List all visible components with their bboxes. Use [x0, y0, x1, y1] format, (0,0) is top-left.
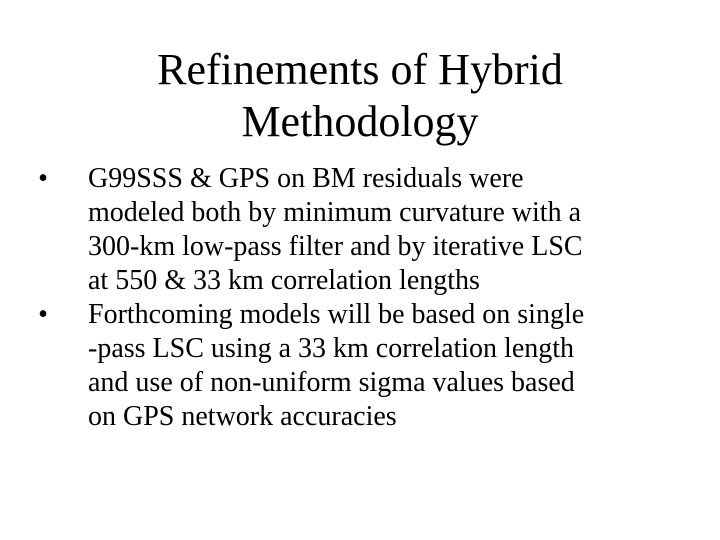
bullet-text-line: G99SSS & GPS on BM residuals were: [88, 163, 524, 194]
bullet-item: [28, 162, 708, 298]
slide-title: [0, 44, 720, 148]
bullet-list: [28, 162, 708, 434]
bullet-marker: •: [38, 163, 48, 194]
bullet-item: [28, 298, 708, 434]
bullet-text-line: -pass LSC using a 33 km correlation length: [88, 333, 575, 364]
bullet-text-line: on GPS network accuracies: [88, 401, 397, 432]
bullet-text-line: and use of non-uniform sigma values based: [88, 367, 575, 398]
bullet-text-line: Forthcoming models will be based on single: [88, 299, 585, 330]
title-line: Methodology: [241, 97, 479, 146]
bullet-text-line: modeled both by minimum curvature with a: [88, 197, 582, 228]
bullet-text-line: at 550 & 33 km correlation lengths: [88, 265, 480, 296]
bullet-text-line: 300-km low-pass filter and by iterative LSC: [88, 231, 583, 262]
title-line: Refinements of Hybrid: [157, 45, 563, 94]
bullet-marker: •: [38, 299, 48, 330]
